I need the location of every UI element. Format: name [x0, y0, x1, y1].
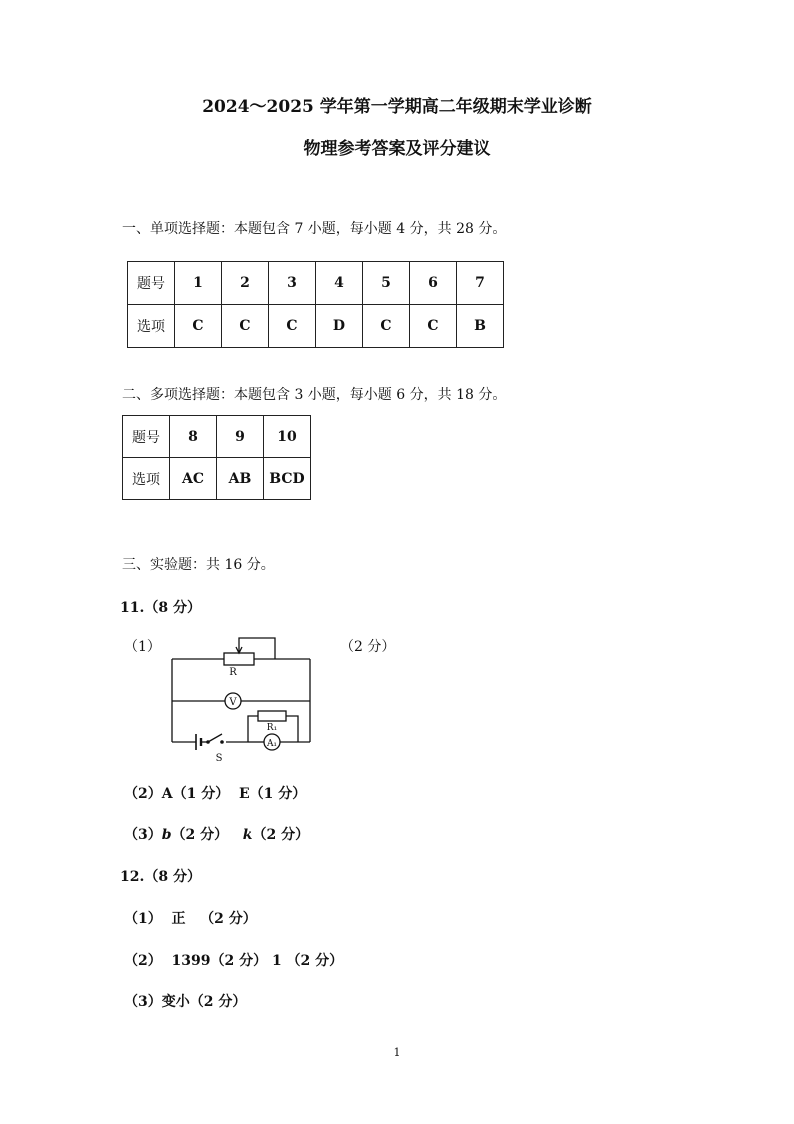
q11-part3-prefix: （3）: [124, 827, 162, 843]
table-row: [128, 305, 504, 348]
q11-part3-k: k: [242, 827, 253, 843]
section2-answer-table: [122, 415, 311, 500]
switch-pivot: [206, 740, 210, 744]
page-subtitle: 物理参考答案及评分建议: [303, 139, 491, 159]
q11-part3-b: b: [161, 827, 172, 843]
answer-cell: BCD: [264, 458, 311, 500]
label-v: V: [229, 697, 237, 708]
answer-cell: AC: [170, 458, 217, 500]
switch-s: [208, 734, 222, 742]
answer-cell: C: [175, 305, 222, 348]
section1-heading: 一、单项选择题：本题包含 7 小题，每小题 4 分，共 28 分。: [122, 221, 507, 237]
circuit-diagram: [160, 630, 330, 770]
q11-part1-label: （1）: [124, 639, 161, 655]
label-s: S: [215, 753, 223, 764]
rheostat-r: [224, 653, 254, 665]
answer-cell: AB: [217, 458, 264, 500]
question-number: 8: [170, 416, 217, 458]
question-number: 4: [316, 262, 363, 305]
section2-heading: 二、多项选择题：本题包含 3 小题，每小题 6 分，共 18 分。: [122, 387, 507, 403]
question-number: 7: [457, 262, 504, 305]
q11-part2: （2）A（1 分） E（1 分）: [124, 786, 307, 802]
table-row: [123, 458, 311, 500]
question-number: 10: [264, 416, 311, 458]
wire: [286, 716, 298, 742]
label-a1: A₁: [266, 739, 278, 749]
answer-cell: D: [316, 305, 363, 348]
answer-cell: C: [410, 305, 457, 348]
q12-title: 12.（8 分）: [120, 869, 201, 885]
answer-cell: B: [457, 305, 504, 348]
question-number: 2: [222, 262, 269, 305]
page-number: 1: [393, 1046, 401, 1059]
answer-cell: C: [222, 305, 269, 348]
switch-contact: [220, 740, 224, 744]
label-r1: R₁: [266, 723, 278, 733]
question-number: 6: [410, 262, 457, 305]
row-label: 题号: [123, 416, 170, 458]
q11-part1-score: （2 分）: [340, 639, 396, 655]
resistor-r1: [258, 711, 286, 721]
table-row: [123, 416, 311, 458]
question-number: 1: [175, 262, 222, 305]
section3-heading: 三、实验题：共 16 分。: [122, 557, 275, 573]
page-title: 2024～2025 学年第一学期高二年级期末学业诊断: [202, 97, 592, 117]
row-label: 题号: [128, 262, 175, 305]
question-number: 9: [217, 416, 264, 458]
row-label: 选项: [128, 305, 175, 348]
answer-cell: C: [363, 305, 410, 348]
table-row: [128, 262, 504, 305]
label-r: R: [229, 667, 237, 678]
q11-part3: [124, 824, 309, 844]
q11-part3-suffix: （2 分）: [252, 827, 310, 843]
answer-cell: C: [269, 305, 316, 348]
row-label: 选项: [123, 458, 170, 500]
q11-part3-mid: （2 分）: [171, 827, 243, 843]
q12-part1: （1） 正 （2 分）: [124, 911, 257, 927]
slider-wire: [239, 638, 275, 659]
q11-title: 11.（8 分）: [120, 600, 201, 616]
question-number: 3: [269, 262, 316, 305]
q12-part3: （3）变小（2 分）: [124, 994, 247, 1010]
section1-answer-table: [127, 261, 504, 348]
wire: [248, 716, 258, 742]
question-number: 5: [363, 262, 410, 305]
q12-part2: （2） 1399（2 分） 1 （2 分）: [124, 953, 344, 969]
